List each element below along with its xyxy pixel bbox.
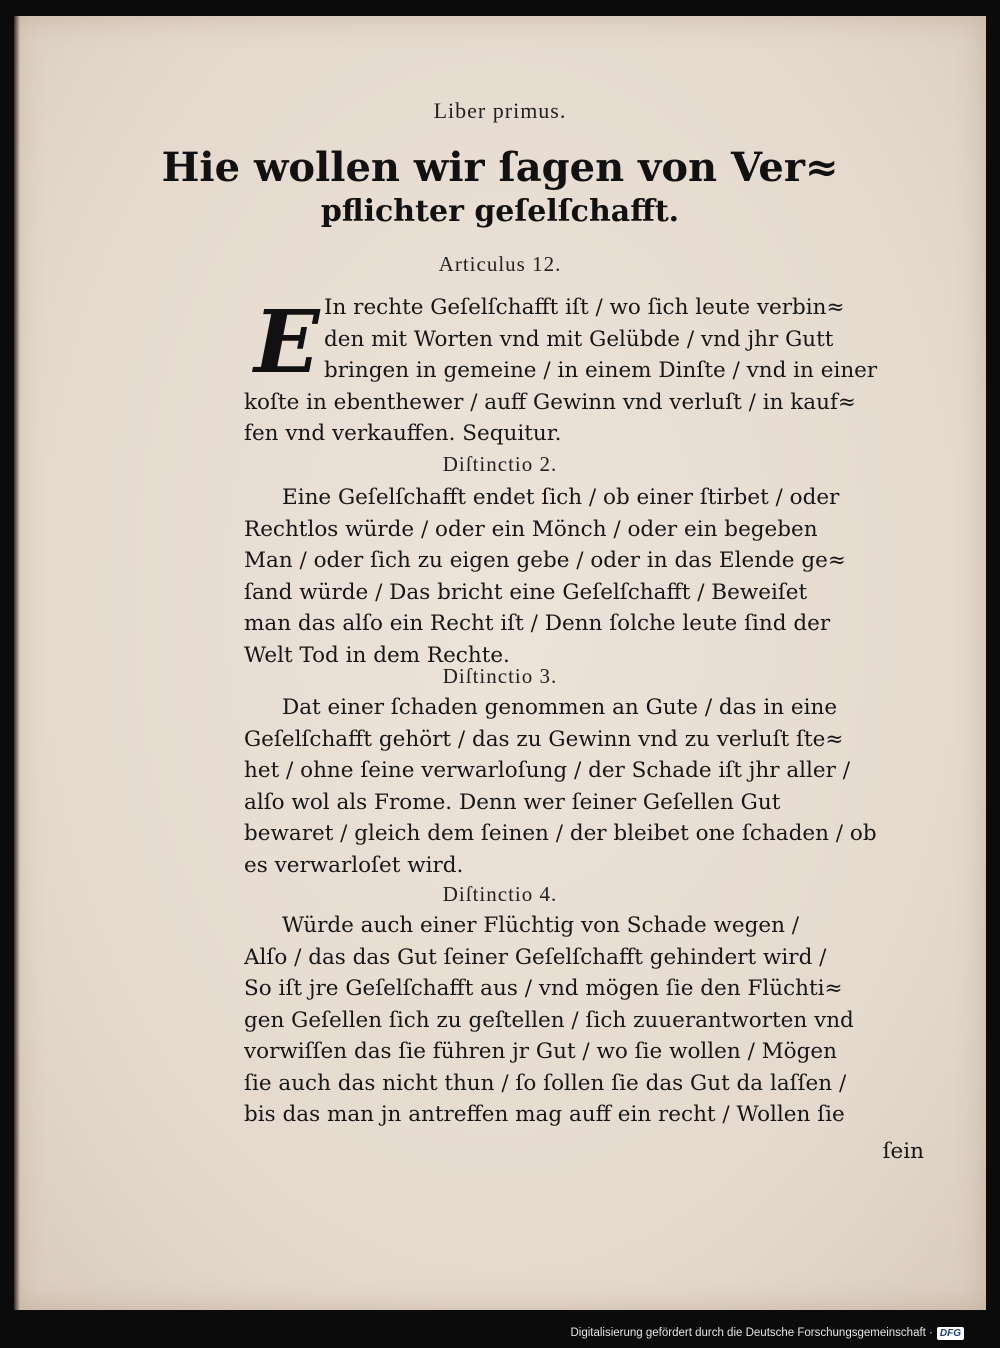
paragraph-distinctio-2 (244, 482, 934, 671)
section-heading-distinctio-2: Diſtinctio 2. (442, 452, 558, 476)
paragraph-articulus (244, 292, 934, 450)
dfg-logo-icon: DFG (937, 1327, 964, 1340)
credit-text: Digitalisierung gefördert durch die Deutsche Forschungsgemeinschaft · (570, 1327, 933, 1339)
book-page (14, 16, 986, 1310)
text-line: es verwarloſet wird. (244, 852, 464, 878)
text-line: Man / oder ſich zu eigen gebe / oder in das Elende ge≈ (244, 548, 846, 573)
text-line: man das alſo ein Recht iſt / Denn ſolche leute ſind der (244, 611, 831, 636)
running-header: Liber primus. (433, 98, 567, 123)
text-line: het / ohne ſeine verwarloſung / der Schade iſt jhr aller / (244, 758, 851, 783)
chapter-title-line-2: pflichter geſelſchafft. (320, 194, 680, 229)
text-line: Welt Tod in dem Rechte. (244, 642, 510, 668)
text-line: ſand würde / Das bricht eine Geſelſchafft / Beweiſet (244, 579, 808, 605)
text-line: vorwiſſen das ſie führen jr Gut / wo ſie wollen / Mögen (244, 1039, 837, 1064)
text-line: Dat einer ſchaden genommen an Gute / das in eine (282, 695, 838, 720)
catchword-text: ſein (882, 1139, 924, 1164)
text-line: So iſt jre Geſelſchafft aus / vnd mögen ſie den Flüchti≈ (244, 976, 843, 1001)
text-line: bewaret / gleich dem ſeinen / der bleibet one ſchaden / ob (244, 821, 877, 846)
text-line: bis das man jn antreffen mag auff ein recht / Wollen ſie (244, 1102, 845, 1127)
drop-cap-initial: E (254, 292, 320, 393)
paragraph-distinctio-3 (244, 692, 934, 881)
text-line: Würde auch einer Flüchtig von Schade wegen / (282, 913, 800, 938)
digitization-credit (570, 1322, 964, 1344)
catchword (244, 1136, 924, 1168)
text-line: koſte in ebenthewer / auff Gewinn vnd verluſt / in kauf≈ (244, 389, 856, 415)
section-heading-distinctio-4: Diſtinctio 4. (442, 882, 558, 906)
text-line: Alſo / das das Gut ſeiner Geſelſchafft gehindert wird / (244, 944, 827, 970)
text-line: fen vnd verkauffen. Sequitur. (244, 421, 562, 446)
text-line: gen Geſellen ſich zu geſtellen / ſich zuuerantworten vnd (244, 1007, 854, 1033)
text-line: den mit Worten vnd mit Gelübde / vnd jhr Gutt (324, 326, 834, 352)
text-line: alſo wol als Frome. Denn wer ſeiner Geſellen Gut (244, 789, 781, 815)
text-line: In rechte Geſelſchafft iſt / wo ſich leute verbin≈ (324, 295, 845, 320)
text-line: Rechtlos würde / oder ein Mönch / oder ein begeben (244, 516, 818, 542)
chapter-title-line-1: Hie wollen wir ſagen von Ver≈ (161, 144, 839, 191)
text-line: bringen in gemeine / in einem Dinſte / vnd in einer (324, 358, 878, 383)
paragraph-distinctio-4 (244, 910, 934, 1131)
text-line: ſie auch das nicht thun / ſo ſollen ſie das Gut da laſſen / (244, 1070, 847, 1096)
chapter-title (14, 144, 986, 232)
section-heading-articulus: Articulus 12. (438, 252, 562, 276)
text-line: Eine Geſelſchafft endet ſich / ob einer ſtirbet / oder (282, 485, 840, 510)
section-heading-distinctio-3: Diſtinctio 3. (442, 664, 558, 688)
text-line: Geſelſchafft gehört / das zu Gewinn vnd zu verluſt ſte≈ (244, 726, 844, 752)
